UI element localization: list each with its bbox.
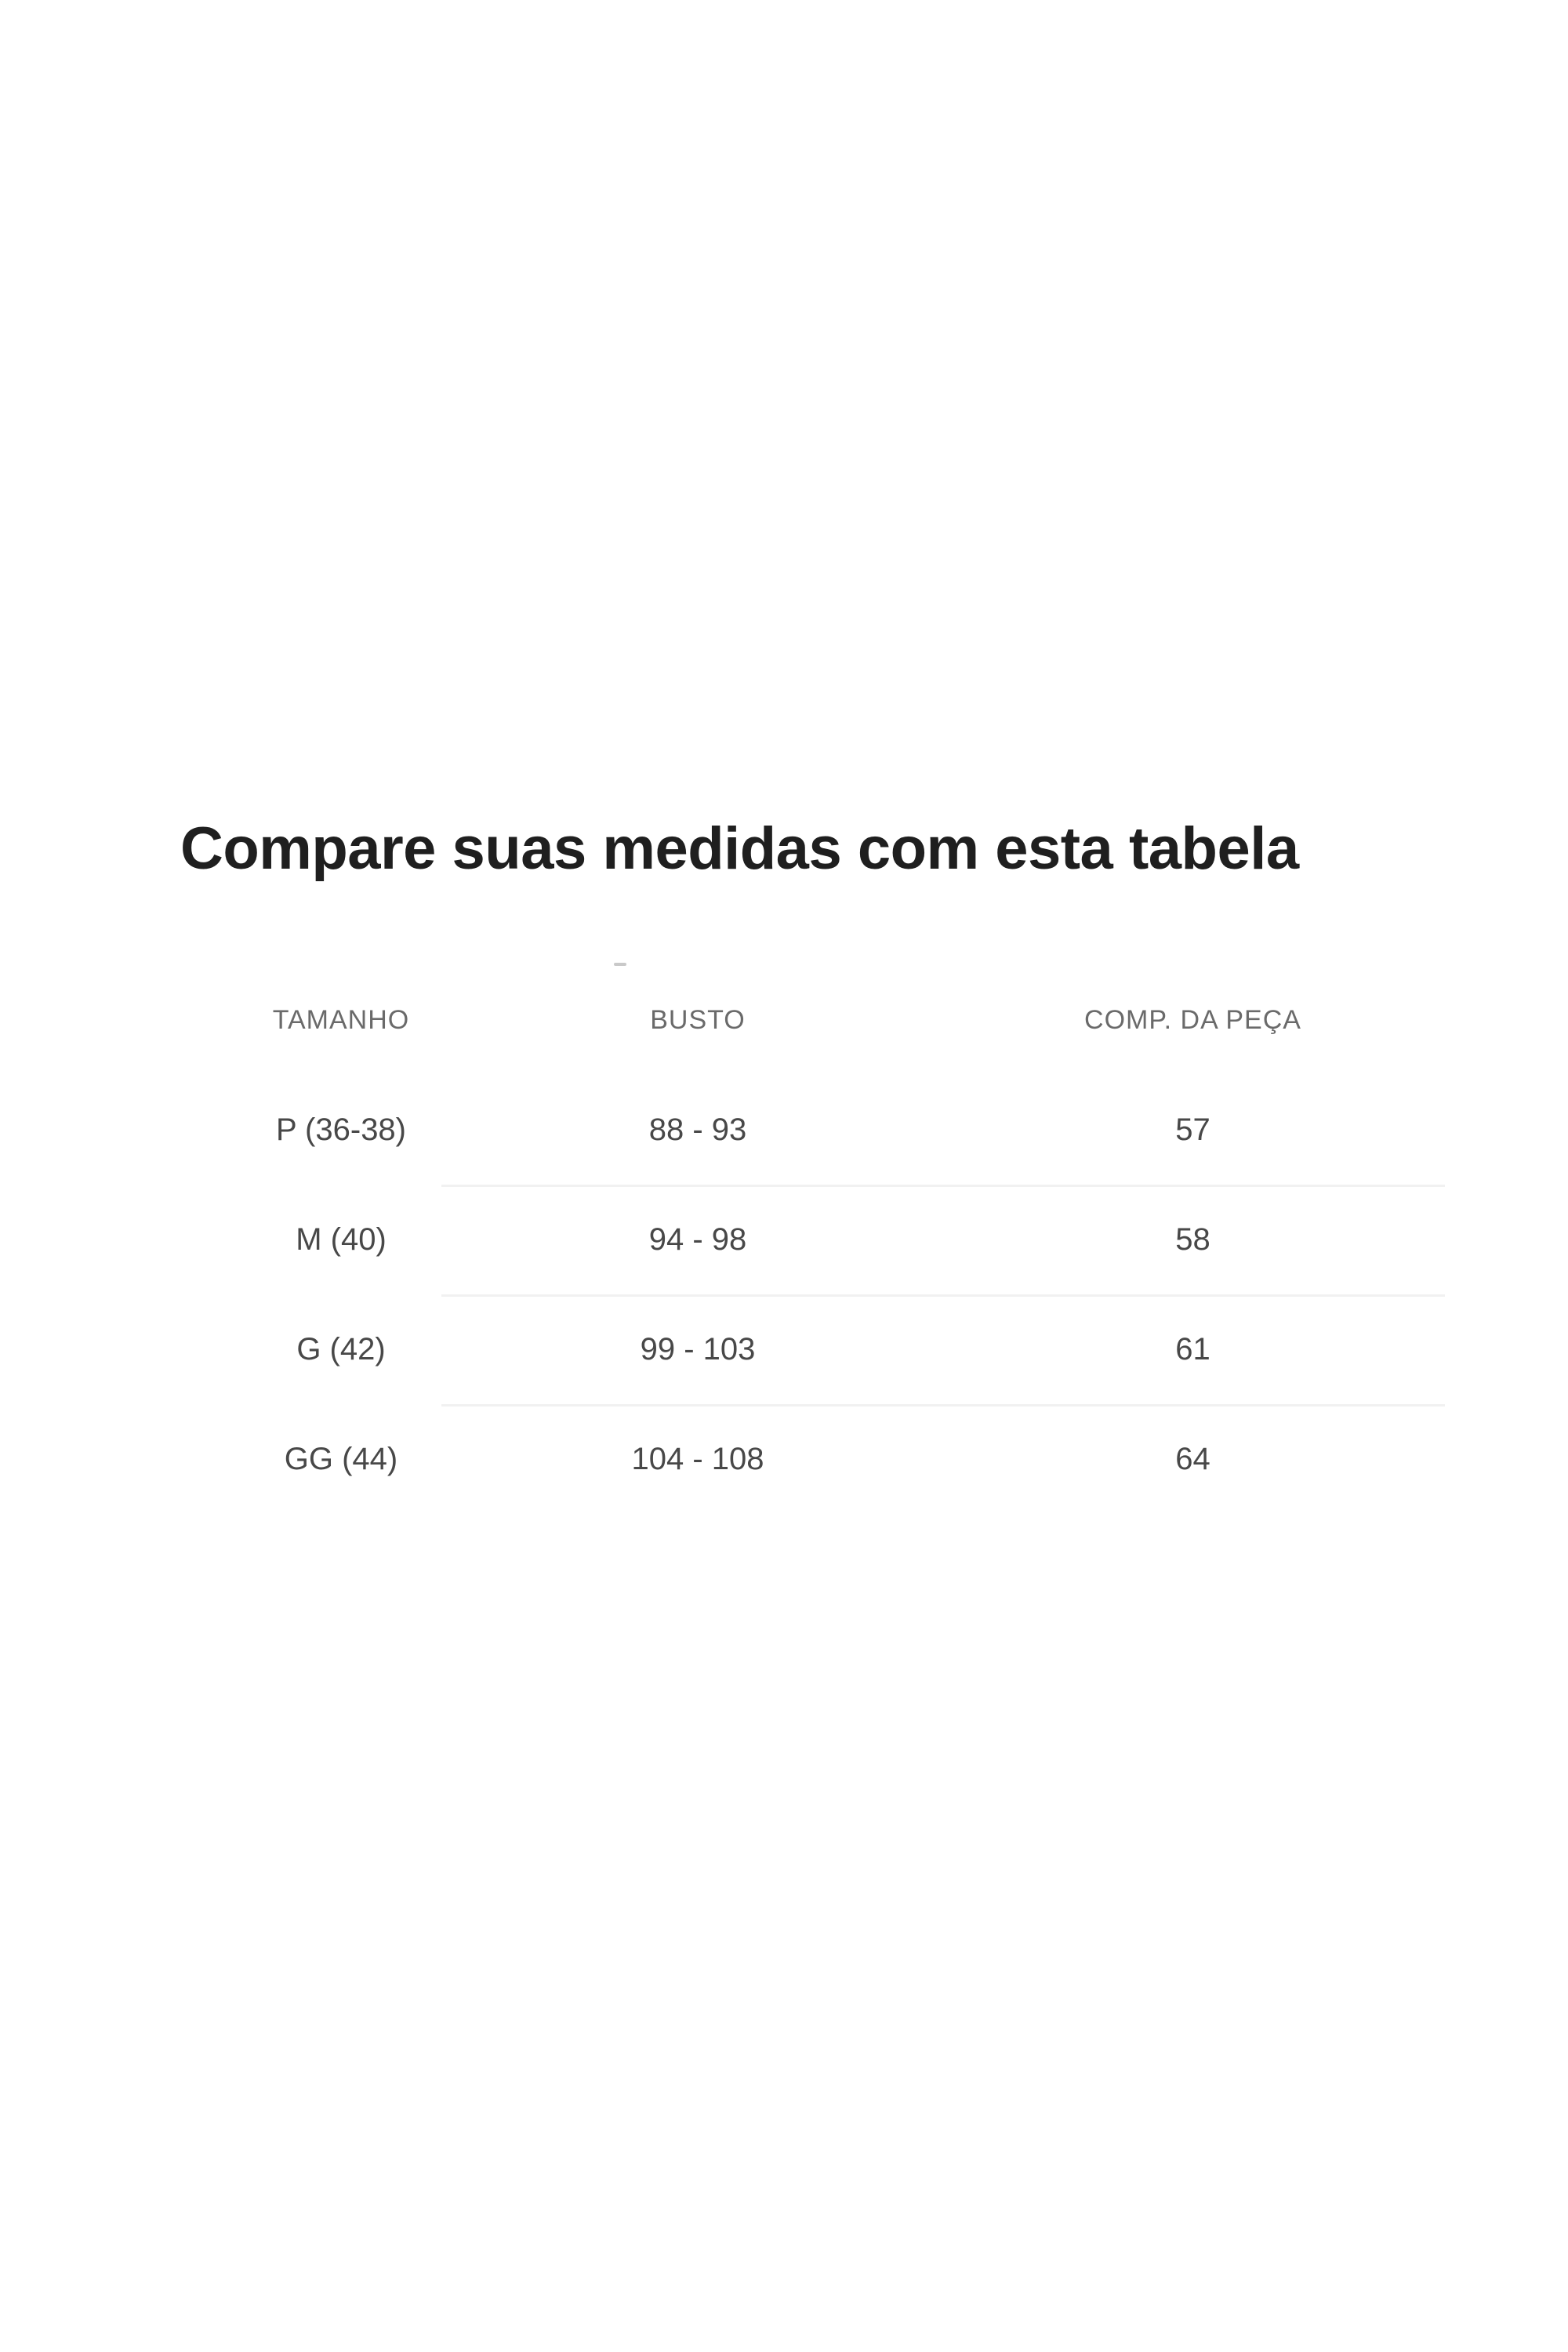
cell-tamanho: G (42): [296, 1331, 386, 1367]
table-row-p: [227, 1075, 1445, 1185]
cell-comp-da-peca: 64: [1175, 1441, 1210, 1476]
cell-comp-da-peca: 61: [1175, 1331, 1210, 1367]
row-divider: [441, 1294, 1445, 1297]
column-header-busto: BUSTO: [650, 1004, 746, 1035]
cell-busto: 88 - 93: [648, 1112, 747, 1147]
column-header-tamanho: TAMANHO: [272, 1004, 410, 1035]
table-header-row: [227, 965, 1445, 1075]
cell-tamanho: GG (44): [284, 1441, 398, 1476]
column-header-comp-da-peca: COMP. DA PEÇA: [1084, 1004, 1301, 1035]
size-table: [227, 965, 1445, 1514]
cell-busto: 104 - 108: [631, 1441, 764, 1476]
page-title: Compare suas medidas com esta tabela: [180, 815, 1299, 882]
cell-busto: 94 - 98: [648, 1221, 747, 1257]
table-row-g: [227, 1294, 1445, 1404]
cell-tamanho: P (36-38): [275, 1112, 406, 1147]
row-divider: [441, 1404, 1445, 1406]
row-divider: [441, 1185, 1445, 1187]
cell-busto: 99 - 103: [640, 1331, 756, 1367]
cell-comp-da-peca: 58: [1175, 1221, 1210, 1257]
table-row-gg: [227, 1404, 1445, 1514]
cell-comp-da-peca: 57: [1175, 1112, 1210, 1147]
cell-tamanho: M (40): [296, 1221, 387, 1257]
table-row-m: [227, 1185, 1445, 1294]
